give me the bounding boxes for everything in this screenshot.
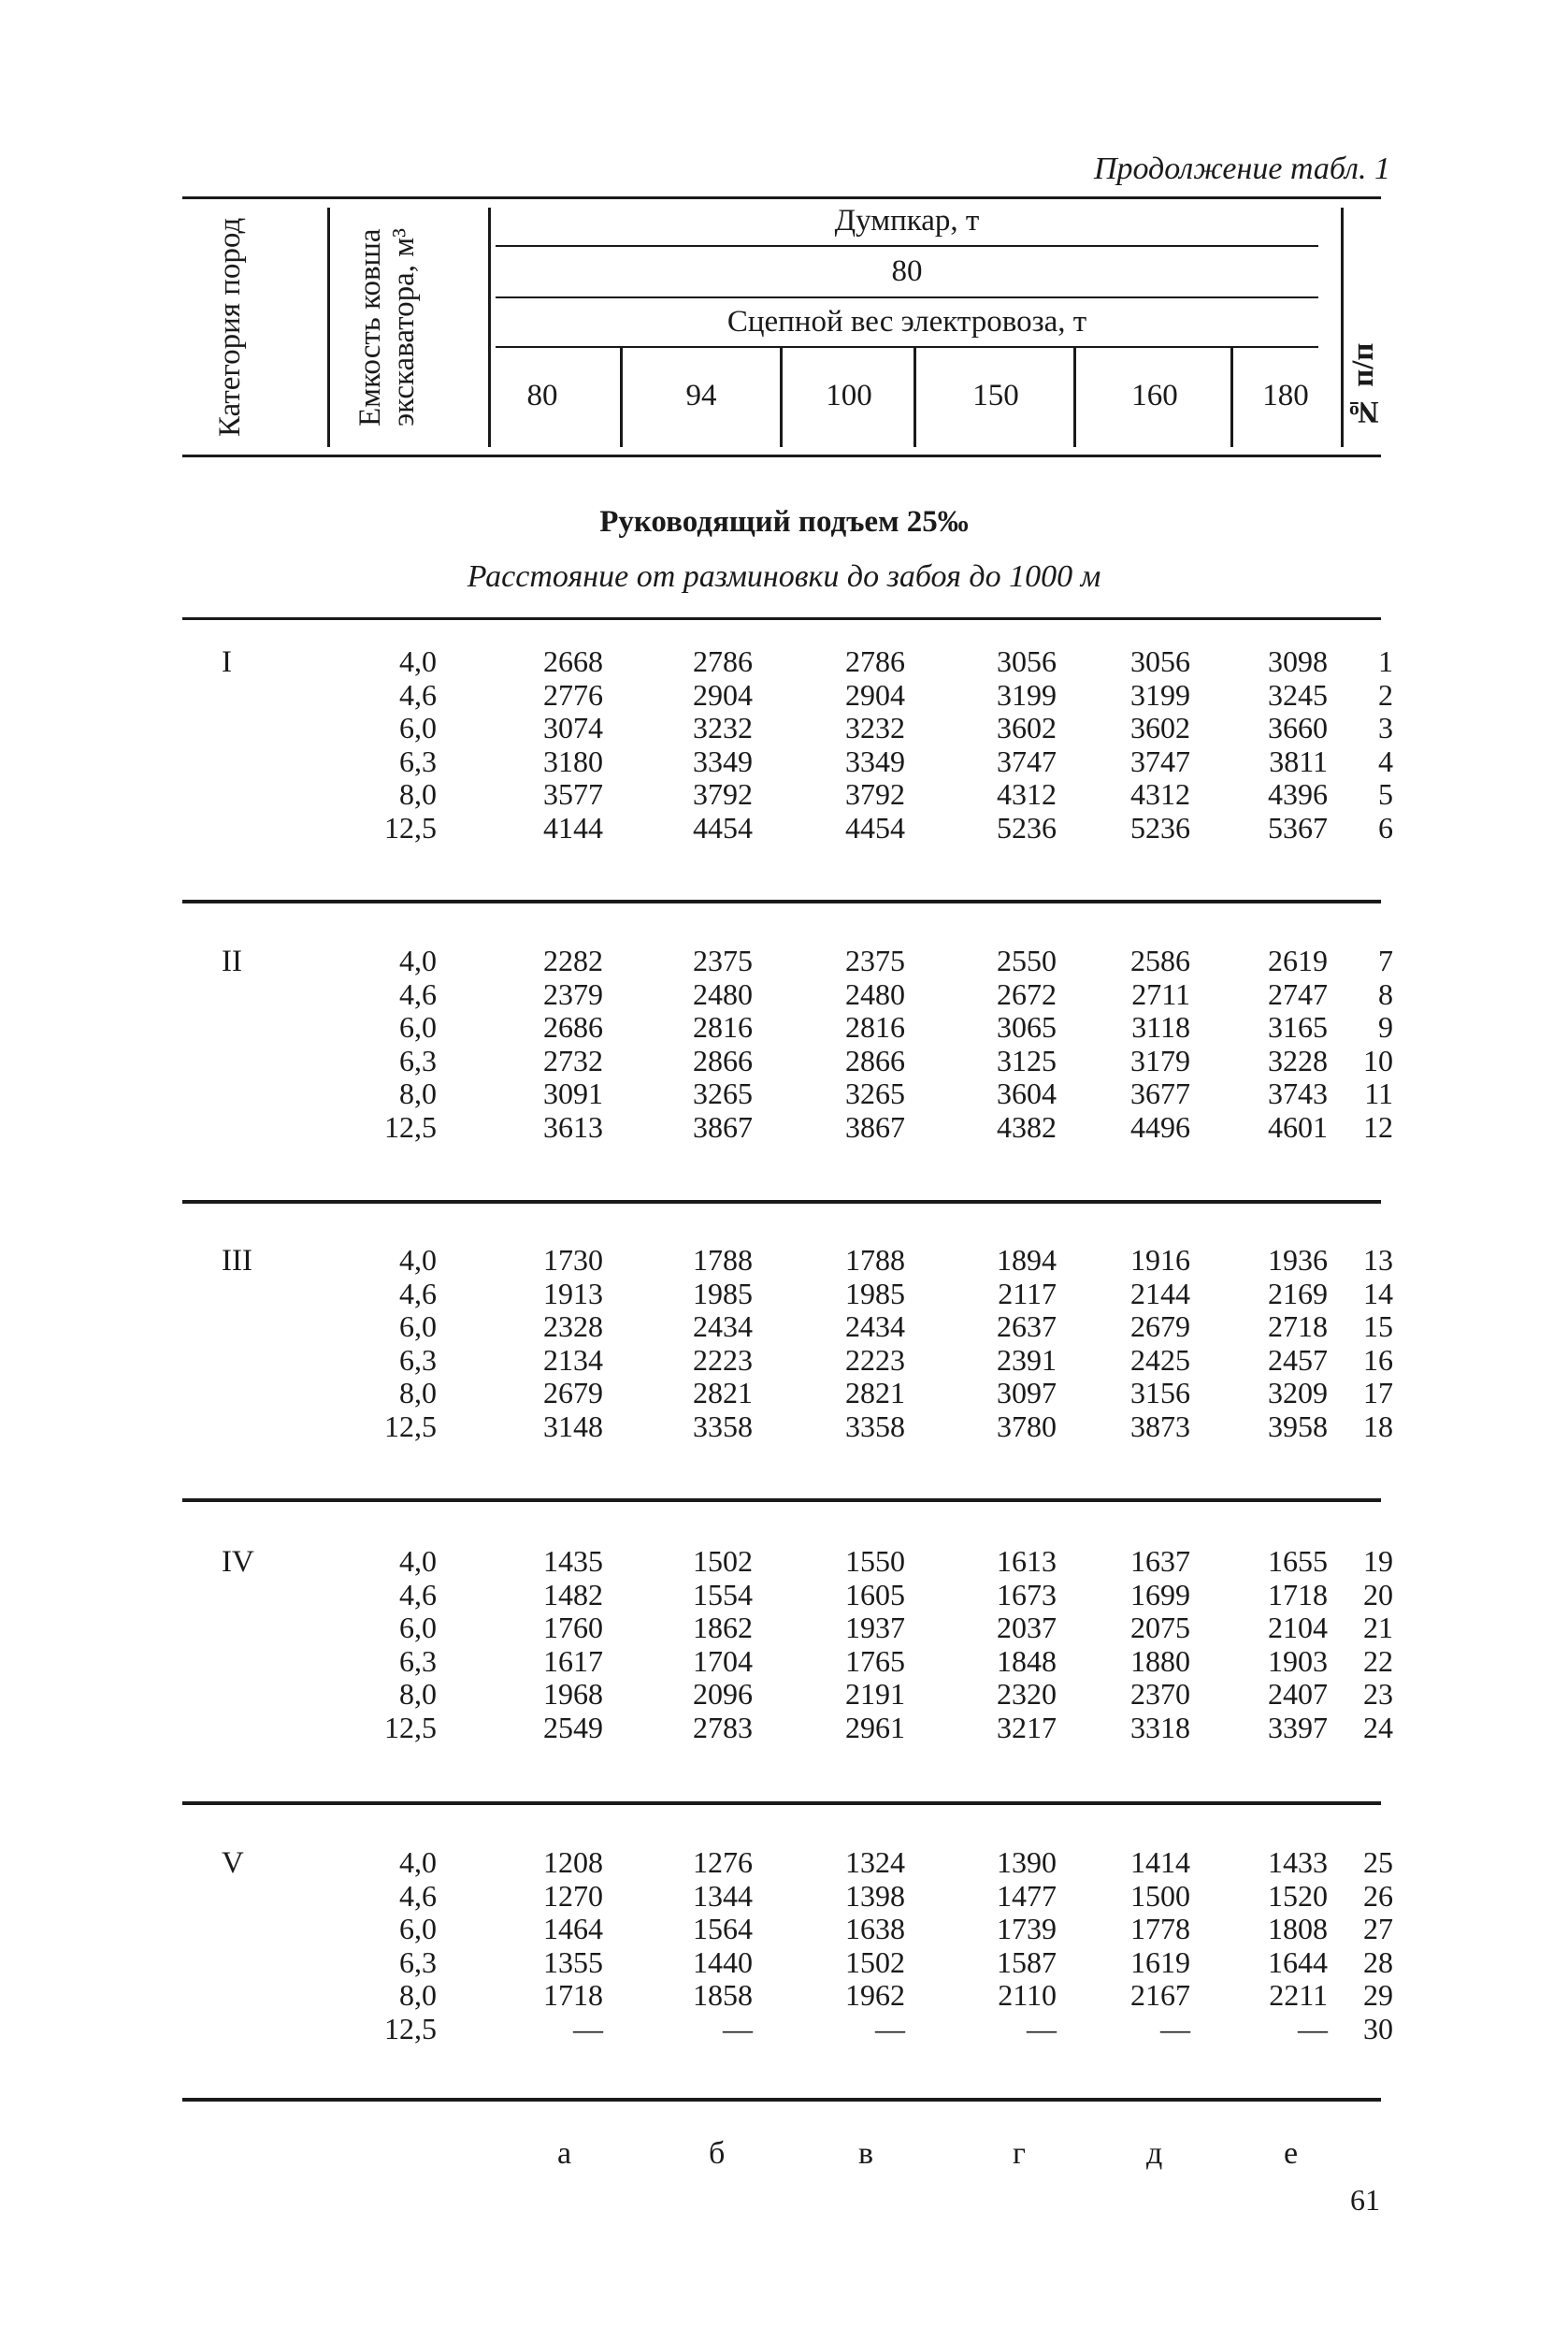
value-cell: 1739 xyxy=(997,1912,1057,1946)
value-cell: 2549 xyxy=(543,1711,603,1744)
value-cell: 2425 xyxy=(1130,1342,1190,1377)
header-bottom-rule xyxy=(182,455,1381,457)
value-cell: 4382 xyxy=(997,1110,1057,1144)
table-bottom-rule xyxy=(182,2098,1381,2102)
value-cell: 2904 xyxy=(693,677,753,712)
capacity-cell: 12,5 xyxy=(384,1711,437,1744)
value-cell: — xyxy=(875,2012,905,2045)
capacity-cell: 4,6 xyxy=(399,677,437,712)
value-cell: 1390 xyxy=(997,1845,1057,1879)
value-cell: 2679 xyxy=(543,1376,603,1410)
value-cell: 1550 xyxy=(845,1544,905,1578)
section-title: Руководящий подъем 25‰ xyxy=(599,505,969,539)
capacity-cell: 4,0 xyxy=(399,944,437,977)
value-cell: 1270 xyxy=(543,1878,603,1913)
header-category-label: Категория пород xyxy=(213,217,247,438)
category-label: II xyxy=(222,945,242,978)
value-cell: 4312 xyxy=(1130,777,1190,812)
value-cell: 1644 xyxy=(1268,1944,1328,1979)
value-cell: 2144 xyxy=(1130,1276,1190,1310)
column-letter: в xyxy=(858,2136,874,2171)
value-cell: 1936 xyxy=(1268,1243,1328,1277)
value-cell: 3065 xyxy=(997,1010,1057,1045)
value-cell: 4496 xyxy=(1130,1110,1190,1144)
header-loco-weight: 100 xyxy=(826,379,872,412)
value-cell: 2679 xyxy=(1130,1309,1190,1344)
value-cell: 2821 xyxy=(845,1376,905,1410)
value-cell: 2718 xyxy=(1268,1309,1328,1344)
capacity-cell: 12,5 xyxy=(384,1409,437,1443)
header-divider-8 xyxy=(1341,208,1344,447)
value-cell: 1937 xyxy=(845,1611,905,1645)
value-cell: 3179 xyxy=(1130,1043,1190,1077)
value-cell: 1673 xyxy=(997,1577,1057,1611)
value-cell: — xyxy=(573,2012,603,2045)
value-cell: 3097 xyxy=(997,1376,1057,1410)
value-cell: 1605 xyxy=(845,1577,905,1611)
value-cell: 3397 xyxy=(1268,1711,1328,1744)
value-cell: 1916 xyxy=(1130,1243,1190,1277)
value-cell: 2586 xyxy=(1130,944,1190,977)
value-cell: 2391 xyxy=(997,1342,1057,1377)
row-number-cell: 1 xyxy=(1378,644,1393,678)
value-cell: 3613 xyxy=(543,1110,603,1144)
value-cell: 2619 xyxy=(1268,944,1328,977)
header-loco-weight: 160 xyxy=(1131,379,1178,412)
value-cell: 1894 xyxy=(997,1243,1057,1277)
value-cell: 3148 xyxy=(543,1409,603,1443)
value-cell: 2375 xyxy=(845,944,905,977)
value-cell: 3232 xyxy=(845,711,905,745)
header-rule-loco xyxy=(496,346,1318,348)
value-cell: 2379 xyxy=(543,976,603,1011)
value-cell: 2668 xyxy=(543,644,603,678)
value-cell: 3209 xyxy=(1268,1376,1328,1410)
value-cell: 3199 xyxy=(997,677,1057,712)
value-cell: 1554 xyxy=(693,1577,753,1611)
capacity-cell: 4,0 xyxy=(399,1544,437,1578)
capacity-cell: 12,5 xyxy=(384,2012,437,2045)
value-cell: 1587 xyxy=(997,1944,1057,1979)
row-number-cell: 28 xyxy=(1363,1944,1393,1979)
value-cell: 3349 xyxy=(845,744,905,778)
value-cell: 3792 xyxy=(693,777,753,812)
value-cell: 2104 xyxy=(1268,1611,1328,1645)
value-cell: 1730 xyxy=(543,1243,603,1277)
value-cell: 3245 xyxy=(1268,677,1328,712)
value-cell: 1704 xyxy=(693,1643,753,1678)
value-cell: 1464 xyxy=(543,1912,603,1946)
category-label: V xyxy=(222,1846,244,1880)
category-label: IV xyxy=(222,1545,254,1579)
value-cell: 3747 xyxy=(1130,744,1190,778)
capacity-cell: 6,3 xyxy=(399,1643,437,1678)
value-cell: — xyxy=(723,2012,753,2045)
header-divider-3 xyxy=(620,348,623,447)
capacity-cell: 6,0 xyxy=(399,711,437,745)
value-cell: 1718 xyxy=(1268,1577,1328,1611)
value-cell: 1699 xyxy=(1130,1577,1190,1611)
capacity-cell: 8,0 xyxy=(399,1077,437,1111)
value-cell: 4312 xyxy=(997,777,1057,812)
header-loco-label: Сцепной вес электровоза, т xyxy=(726,305,1087,339)
value-cell: 3199 xyxy=(1130,677,1190,712)
section-subtitle: Расстояние от разминовки до забоя до 1000 м xyxy=(467,559,1101,594)
header-loco-weight: 80 xyxy=(526,379,558,412)
value-cell: 3358 xyxy=(693,1409,753,1443)
value-cell: 2786 xyxy=(693,644,753,678)
value-cell: 1564 xyxy=(693,1912,753,1946)
value-cell: 3873 xyxy=(1130,1409,1190,1443)
value-cell: 2711 xyxy=(1131,976,1190,1011)
header-loco-weight: 150 xyxy=(972,379,1019,412)
value-cell: 5367 xyxy=(1268,811,1328,845)
header-divider-6 xyxy=(1073,348,1076,447)
row-number-cell: 21 xyxy=(1363,1611,1393,1645)
value-cell: 2110 xyxy=(998,1978,1057,2013)
capacity-cell: 4,6 xyxy=(399,976,437,1011)
value-cell: 1760 xyxy=(543,1611,603,1645)
value-cell: 3074 xyxy=(543,711,603,745)
capacity-cell: 4,0 xyxy=(399,1845,437,1879)
table-caption: Продолжение табл. 1 xyxy=(1093,152,1390,186)
row-number-cell: 19 xyxy=(1363,1544,1393,1578)
value-cell: 2211 xyxy=(1269,1978,1328,2013)
value-cell: 5236 xyxy=(1130,811,1190,845)
value-cell: 3125 xyxy=(997,1043,1057,1077)
value-cell: 2747 xyxy=(1268,976,1328,1011)
header-dumpcar-value: 80 xyxy=(891,254,923,288)
value-cell: 3156 xyxy=(1130,1376,1190,1410)
value-cell: 3091 xyxy=(543,1077,603,1111)
row-number-cell: 29 xyxy=(1363,1978,1393,2013)
row-number-cell: 27 xyxy=(1363,1912,1393,1946)
value-cell: 3577 xyxy=(543,777,603,812)
value-cell: 1344 xyxy=(693,1878,753,1913)
value-cell: 4601 xyxy=(1268,1110,1328,1144)
column-letter: а xyxy=(557,2136,572,2171)
value-cell: 1435 xyxy=(543,1544,603,1578)
value-cell: 2866 xyxy=(693,1043,753,1077)
category-label: III xyxy=(222,1244,252,1278)
column-letter: д xyxy=(1146,2136,1163,2171)
value-cell: 1440 xyxy=(693,1944,753,1979)
column-letter: г xyxy=(1013,2136,1026,2171)
value-cell: 3228 xyxy=(1268,1043,1328,1077)
row-number-cell: 5 xyxy=(1378,777,1393,812)
value-cell: 3747 xyxy=(997,744,1057,778)
value-cell: 2370 xyxy=(1130,1677,1190,1712)
value-cell: 2375 xyxy=(693,944,753,977)
value-cell: 3780 xyxy=(997,1409,1057,1443)
row-number-cell: 11 xyxy=(1364,1077,1393,1111)
header-divider-4 xyxy=(780,348,783,447)
row-number-cell: 25 xyxy=(1363,1845,1393,1879)
value-cell: 3217 xyxy=(997,1711,1057,1744)
value-cell: 3349 xyxy=(693,744,753,778)
value-cell: 3602 xyxy=(997,711,1057,745)
capacity-cell: 6,0 xyxy=(399,1309,437,1344)
value-cell: 1433 xyxy=(1268,1845,1328,1879)
value-cell: 1718 xyxy=(543,1978,603,2013)
value-cell: 2816 xyxy=(845,1010,905,1045)
header-loco-weight: 180 xyxy=(1262,379,1309,412)
capacity-cell: 12,5 xyxy=(384,811,437,845)
header-rule-dumpcar-value xyxy=(496,296,1318,298)
value-cell: 3604 xyxy=(997,1077,1057,1111)
value-cell: 3165 xyxy=(1268,1010,1328,1045)
value-cell: 2786 xyxy=(845,644,905,678)
value-cell: 5236 xyxy=(997,811,1057,845)
capacity-cell: 8,0 xyxy=(399,1677,437,1712)
row-number-cell: 23 xyxy=(1363,1677,1393,1712)
header-dumpcar-label: Думпкар, т xyxy=(834,204,980,238)
capacity-cell: 8,0 xyxy=(399,1376,437,1410)
value-cell: 3660 xyxy=(1268,711,1328,745)
capacity-cell: 4,0 xyxy=(399,1243,437,1277)
row-number-cell: 8 xyxy=(1378,976,1393,1011)
capacity-cell: 6,3 xyxy=(399,1342,437,1377)
value-cell: 2816 xyxy=(693,1010,753,1045)
value-cell: 2866 xyxy=(845,1043,905,1077)
value-cell: 1655 xyxy=(1268,1544,1328,1578)
value-cell: 1502 xyxy=(845,1944,905,1979)
capacity-cell: 6,3 xyxy=(399,1043,437,1077)
value-cell: 3867 xyxy=(845,1110,905,1144)
value-cell: — xyxy=(1298,2012,1328,2045)
value-cell: 1619 xyxy=(1130,1944,1190,1979)
value-cell: 1985 xyxy=(845,1276,905,1310)
value-cell: 3056 xyxy=(1130,644,1190,678)
value-cell: 1482 xyxy=(543,1577,603,1611)
header-divider-5 xyxy=(913,348,916,447)
group-rule xyxy=(182,900,1381,903)
value-cell: 1637 xyxy=(1130,1544,1190,1578)
value-cell: 4144 xyxy=(543,811,603,845)
value-cell: 2117 xyxy=(998,1276,1057,1310)
value-cell: 1502 xyxy=(693,1544,753,1578)
value-cell: 1788 xyxy=(845,1243,905,1277)
value-cell: 1985 xyxy=(693,1276,753,1310)
value-cell: 1808 xyxy=(1268,1912,1328,1946)
value-cell: 3265 xyxy=(693,1077,753,1111)
value-cell: 2434 xyxy=(845,1309,905,1344)
value-cell: 3811 xyxy=(1269,744,1328,778)
value-cell: 2134 xyxy=(543,1342,603,1377)
value-cell: 1276 xyxy=(693,1845,753,1879)
value-cell: 3056 xyxy=(997,644,1057,678)
value-cell: 2480 xyxy=(845,976,905,1011)
value-cell: 2282 xyxy=(543,944,603,977)
value-cell: 3232 xyxy=(693,711,753,745)
value-cell: 1913 xyxy=(543,1276,603,1310)
value-cell: 3098 xyxy=(1268,644,1328,678)
page-number: 61 xyxy=(1350,2183,1380,2217)
row-number-cell: 30 xyxy=(1363,2012,1393,2045)
row-number-cell: 13 xyxy=(1363,1243,1393,1277)
group-rule xyxy=(182,617,1381,620)
value-cell: 2457 xyxy=(1268,1342,1328,1377)
value-cell: 1613 xyxy=(997,1544,1057,1578)
value-cell: 1355 xyxy=(543,1944,603,1979)
capacity-cell: 4,6 xyxy=(399,1878,437,1913)
value-cell: 2320 xyxy=(997,1677,1057,1712)
capacity-cell: 8,0 xyxy=(399,1978,437,2013)
value-cell: 1903 xyxy=(1268,1643,1328,1678)
capacity-cell: 4,6 xyxy=(399,1276,437,1310)
capacity-cell: 6,3 xyxy=(399,1944,437,1979)
group-rule xyxy=(182,1200,1381,1204)
row-number-cell: 3 xyxy=(1378,711,1393,745)
header-divider-1 xyxy=(327,208,330,447)
row-number-cell: 4 xyxy=(1378,744,1393,778)
value-cell: 3677 xyxy=(1130,1077,1190,1111)
value-cell: 1962 xyxy=(845,1978,905,2013)
value-cell: 1324 xyxy=(845,1845,905,1879)
row-number-cell: 16 xyxy=(1363,1342,1393,1377)
row-number-cell: 26 xyxy=(1363,1878,1393,1913)
value-cell: 4454 xyxy=(693,811,753,845)
value-cell: 1788 xyxy=(693,1243,753,1277)
column-letter: е xyxy=(1284,2136,1299,2171)
value-cell: 2904 xyxy=(845,677,905,712)
value-cell: 4454 xyxy=(845,811,905,845)
row-number-cell: 18 xyxy=(1363,1409,1393,1443)
value-cell: 2776 xyxy=(543,677,603,712)
value-cell: 1968 xyxy=(543,1677,603,1712)
value-cell: 2096 xyxy=(693,1677,753,1712)
row-number-cell: 7 xyxy=(1378,944,1393,977)
row-number-cell: 12 xyxy=(1363,1110,1393,1144)
row-number-cell: 24 xyxy=(1363,1711,1393,1744)
value-cell: — xyxy=(1027,2012,1057,2045)
capacity-cell: 6,0 xyxy=(399,1611,437,1645)
value-cell: 2480 xyxy=(693,976,753,1011)
value-cell: 3867 xyxy=(693,1110,753,1144)
value-cell: 2407 xyxy=(1268,1677,1328,1712)
header-loco-weight: 94 xyxy=(685,379,717,412)
row-number-cell: 14 xyxy=(1363,1276,1393,1310)
header-divider-2 xyxy=(488,208,491,447)
value-cell: 2169 xyxy=(1268,1276,1328,1310)
value-cell: 2783 xyxy=(693,1711,753,1744)
value-cell: 2223 xyxy=(693,1342,753,1377)
value-cell: 2223 xyxy=(845,1342,905,1377)
row-number-cell: 9 xyxy=(1378,1010,1393,1045)
value-cell: 2075 xyxy=(1130,1611,1190,1645)
value-cell: 2191 xyxy=(845,1677,905,1712)
value-cell: — xyxy=(1160,2012,1190,2045)
header-top-rule xyxy=(182,196,1381,199)
value-cell: 1208 xyxy=(543,1845,603,1879)
value-cell: 2732 xyxy=(543,1043,603,1077)
value-cell: 3265 xyxy=(845,1077,905,1111)
value-cell: 1617 xyxy=(543,1643,603,1678)
value-cell: 1520 xyxy=(1268,1878,1328,1913)
value-cell: 3792 xyxy=(845,777,905,812)
row-number-cell: 10 xyxy=(1363,1043,1393,1077)
value-cell: 2637 xyxy=(997,1309,1057,1344)
value-cell: 1862 xyxy=(693,1611,753,1645)
value-cell: 3180 xyxy=(543,744,603,778)
value-cell: 3602 xyxy=(1130,711,1190,745)
value-cell: 2434 xyxy=(693,1309,753,1344)
value-cell: 1765 xyxy=(845,1643,905,1678)
capacity-cell: 4,0 xyxy=(399,644,437,678)
row-number-cell: 20 xyxy=(1363,1577,1393,1611)
value-cell: 1880 xyxy=(1130,1643,1190,1678)
capacity-cell: 12,5 xyxy=(384,1110,437,1144)
capacity-cell: 6,0 xyxy=(399,1010,437,1045)
header-divider-7 xyxy=(1230,348,1233,447)
header-rule-dumpcar xyxy=(496,245,1318,247)
row-number-cell: 6 xyxy=(1378,811,1393,845)
capacity-cell: 6,3 xyxy=(399,744,437,778)
value-cell: 2328 xyxy=(543,1309,603,1344)
value-cell: 1858 xyxy=(693,1978,753,2013)
group-rule xyxy=(182,1498,1381,1502)
value-cell: 3358 xyxy=(845,1409,905,1443)
row-number-cell: 15 xyxy=(1363,1309,1393,1344)
row-number-cell: 22 xyxy=(1363,1643,1393,1678)
value-cell: 2672 xyxy=(997,976,1057,1011)
capacity-cell: 8,0 xyxy=(399,777,437,812)
value-cell: 4396 xyxy=(1268,777,1328,812)
column-letter: б xyxy=(709,2136,726,2171)
category-label: I xyxy=(222,645,232,679)
value-cell: 1477 xyxy=(997,1878,1057,1913)
value-cell: 3118 xyxy=(1131,1010,1190,1045)
capacity-cell: 6,0 xyxy=(399,1912,437,1946)
value-cell: 2550 xyxy=(997,944,1057,977)
value-cell: 1638 xyxy=(845,1912,905,1946)
capacity-cell: 4,6 xyxy=(399,1577,437,1611)
value-cell: 1398 xyxy=(845,1878,905,1913)
value-cell: 3743 xyxy=(1268,1077,1328,1111)
value-cell: 2167 xyxy=(1130,1978,1190,2013)
row-number-cell: 2 xyxy=(1378,677,1393,712)
value-cell: 2037 xyxy=(997,1611,1057,1645)
header-capacity-label: Емкость ковша экскаватора, м³ xyxy=(353,227,421,427)
value-cell: 2821 xyxy=(693,1376,753,1410)
value-cell: 1848 xyxy=(997,1643,1057,1678)
group-rule xyxy=(182,1801,1381,1805)
value-cell: 2961 xyxy=(845,1711,905,1744)
value-cell: 1778 xyxy=(1130,1912,1190,1946)
header-rownum-label: № п/п xyxy=(1346,342,1380,429)
value-cell: 2686 xyxy=(543,1010,603,1045)
value-cell: 1414 xyxy=(1130,1845,1190,1879)
value-cell: 1500 xyxy=(1130,1878,1190,1913)
value-cell: 3318 xyxy=(1130,1711,1190,1744)
row-number-cell: 17 xyxy=(1363,1376,1393,1410)
value-cell: 3958 xyxy=(1268,1409,1328,1443)
